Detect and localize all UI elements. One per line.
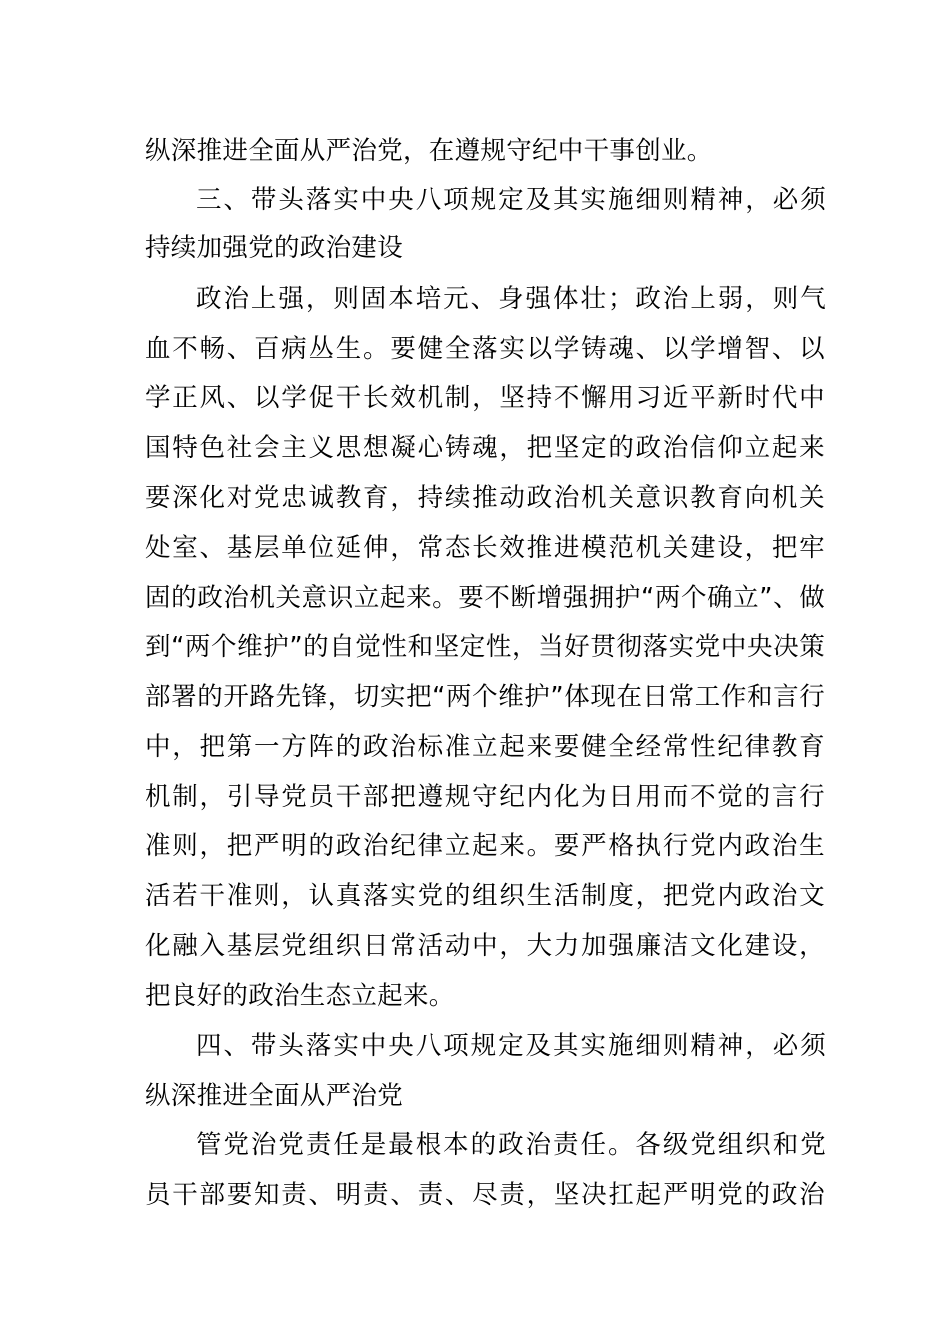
paragraph-line-6: 处室、基层单位延伸，常态长效推进模范机关建设，把牢 bbox=[145, 533, 825, 563]
paragraph-line-14: 化融入基层党组织日常活动中，大力加强廉洁文化建设， bbox=[145, 931, 825, 961]
paragraph-line-15: 把良好的政治生态立起来。 bbox=[145, 981, 455, 1011]
paragraph-line-3: 学正风、以学促干长效机制，坚持不懈用习近平新时代中 bbox=[145, 383, 825, 413]
section-heading-3-line-1: 三、带头落实中央八项规定及其实施细则精神，必须 bbox=[196, 185, 826, 215]
paragraph-2-line-2: 员干部要知责、明责、责、尽责，坚决扛起严明党的政治 bbox=[145, 1180, 825, 1210]
paragraph-2-line-1: 管党治党责任是最根本的政治责任。各级党组织和党 bbox=[196, 1130, 826, 1160]
text-line-1: 纵深推进全面从严治党，在遵规守纪中干事创业。 bbox=[145, 136, 713, 166]
paragraph-line-9: 部署的开路先锋，切实把“两个维护”体现在日常工作和言行 bbox=[145, 682, 825, 712]
paragraph-line-8: 到“两个维护”的自觉性和坚定性，当好贯彻落实党中央决策 bbox=[145, 632, 825, 662]
paragraph-line-5: 要深化对党忠诚教育，持续推动政治机关意识教育向机关 bbox=[145, 483, 825, 513]
section-heading-4-line-1: 四、带头落实中央八项规定及其实施细则精神，必须 bbox=[196, 1031, 826, 1061]
section-heading-4-line-2: 纵深推进全面从严治党 bbox=[145, 1081, 404, 1111]
paragraph-line-4: 国特色社会主义思想凝心铸魂，把坚定的政治信仰立起来 bbox=[145, 433, 825, 463]
paragraph-line-12: 准则，把严明的政治纪律立起来。要严格执行党内政治生 bbox=[145, 831, 825, 861]
paragraph-line-10: 中，把第一方阵的政治标准立起来要健全经常性纪律教育 bbox=[145, 732, 825, 762]
paragraph-line-1: 政治上强，则固本培元、身强体壮；政治上弱，则气 bbox=[196, 284, 826, 314]
paragraph-line-13: 活若干准则，认真落实党的组织生活制度，把党内政治文 bbox=[145, 881, 825, 911]
paragraph-line-11: 机制，引导党员干部把遵规守纪内化为日用而不觉的言行 bbox=[145, 782, 825, 812]
paragraph-line-7: 固的政治机关意识立起来。要不断增强拥护“两个确立”、做 bbox=[145, 583, 825, 613]
paragraph-line-2: 血不畅、百病丛生。要健全落实以学铸魂、以学增智、以 bbox=[145, 334, 825, 364]
section-heading-3-line-2: 持续加强党的政治建设 bbox=[145, 233, 404, 263]
